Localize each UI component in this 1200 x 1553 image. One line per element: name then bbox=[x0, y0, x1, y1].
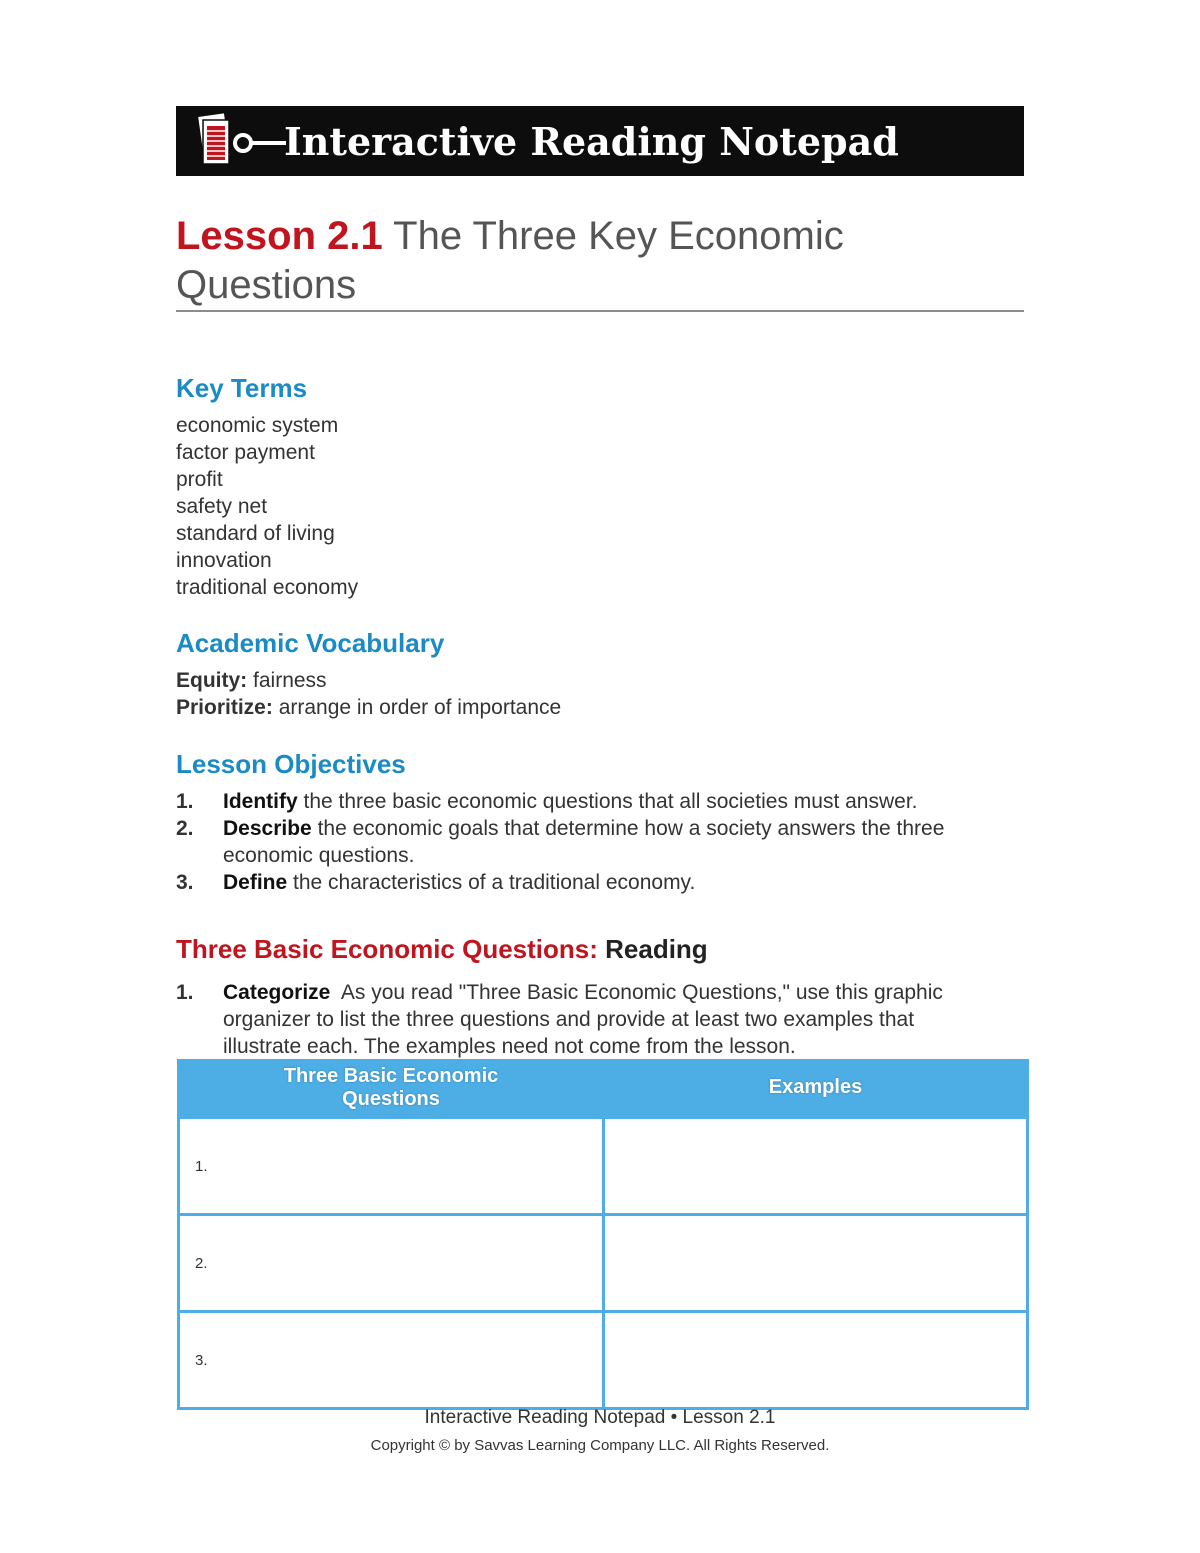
lesson-title-line2: Questions bbox=[176, 263, 357, 307]
question-cell[interactable]: 3. bbox=[179, 1312, 604, 1409]
reading-heading-title: Three Basic Economic Questions: bbox=[176, 934, 598, 964]
column-header-questions-line2: Questions bbox=[342, 1087, 440, 1110]
reading-instructions bbox=[176, 979, 996, 1060]
table-row bbox=[179, 1215, 1028, 1312]
lesson-objectives-heading: Lesson Objectives bbox=[176, 749, 406, 779]
column-header-examples: Examples bbox=[604, 1059, 1028, 1118]
graphic-organizer-table bbox=[177, 1059, 1029, 1410]
question-cell[interactable]: 2. bbox=[179, 1215, 604, 1312]
footer-copyright: Copyright © by Savvas Learning Company LLC. All Rights Reserved. bbox=[370, 1437, 830, 1454]
reading-heading bbox=[176, 934, 708, 965]
academic-vocabulary-heading: Academic Vocabulary bbox=[176, 628, 445, 658]
objective-text: the characteristics of a traditional economy. bbox=[293, 871, 696, 894]
examples-cell[interactable] bbox=[604, 1118, 1028, 1215]
reading-item-verb: Categorize bbox=[223, 981, 331, 1004]
question-cell[interactable]: 1. bbox=[179, 1118, 604, 1215]
vocab-item bbox=[176, 694, 561, 721]
vocab-definition: fairness bbox=[253, 669, 327, 692]
footer-title: Interactive Reading Notepad • Lesson 2.1 bbox=[424, 1407, 776, 1428]
objective-item bbox=[176, 869, 1036, 896]
vocab-item bbox=[176, 667, 561, 694]
objective-verb: Define bbox=[223, 871, 288, 894]
objective-verb: Identify bbox=[223, 790, 298, 813]
academic-vocabulary-list bbox=[176, 667, 561, 721]
objective-verb: Describe bbox=[223, 817, 312, 840]
objective-number: 2. bbox=[176, 817, 194, 840]
key-terms-heading: Key Terms bbox=[176, 373, 308, 403]
examples-cell[interactable] bbox=[604, 1215, 1028, 1312]
key-term-item: standard of living bbox=[176, 522, 335, 545]
key-term-item: safety net bbox=[176, 495, 268, 518]
column-header-questions bbox=[179, 1059, 604, 1118]
key-term-item: traditional economy bbox=[176, 576, 359, 599]
vocab-term: Prioritize: bbox=[176, 696, 273, 719]
table-row bbox=[179, 1312, 1028, 1409]
examples-cell[interactable] bbox=[604, 1312, 1028, 1409]
reading-item-text: As you read "Three Basic Economic Questions," use this graphic organizer to list the three questions and provide at least two examples that illustrate each. The examples need not come from the lesson. bbox=[223, 981, 943, 1058]
lesson-number: Lesson 2.1 bbox=[176, 214, 383, 258]
objective-text: the economic goals that determine how a society answers the three economic questions. bbox=[223, 817, 945, 867]
vocab-definition: arrange in order of importance bbox=[278, 696, 562, 719]
vocab-term: Equity: bbox=[176, 669, 248, 692]
reading-item bbox=[176, 979, 996, 1060]
key-term-item: economic system bbox=[176, 414, 339, 437]
reading-heading-label: Reading bbox=[605, 934, 708, 964]
table-header-row bbox=[179, 1059, 1028, 1118]
key-terms-list bbox=[176, 412, 358, 601]
objective-number: 1. bbox=[176, 790, 194, 813]
objective-item bbox=[176, 788, 1036, 815]
objective-text: the three basic economic questions that all societies must answer. bbox=[303, 790, 918, 813]
key-term-item: factor payment bbox=[176, 441, 315, 464]
title-divider bbox=[176, 310, 1024, 312]
header-banner bbox=[176, 106, 1024, 176]
key-term-item: profit bbox=[176, 468, 223, 491]
notepad-key-logo-icon bbox=[176, 106, 286, 176]
column-header-questions-line1: Three Basic Economic bbox=[283, 1064, 499, 1087]
lesson-title bbox=[176, 212, 1024, 310]
key-term-item: innovation bbox=[176, 549, 272, 572]
objective-number: 3. bbox=[176, 871, 194, 894]
reading-item-number: 1. bbox=[176, 981, 194, 1004]
table-row bbox=[179, 1118, 1028, 1215]
lesson-title-line1: The Three Key Economic bbox=[393, 214, 844, 258]
banner-title: Interactive Reading Notepad bbox=[284, 118, 899, 164]
objective-item bbox=[176, 815, 976, 869]
objectives-list bbox=[176, 788, 1036, 896]
